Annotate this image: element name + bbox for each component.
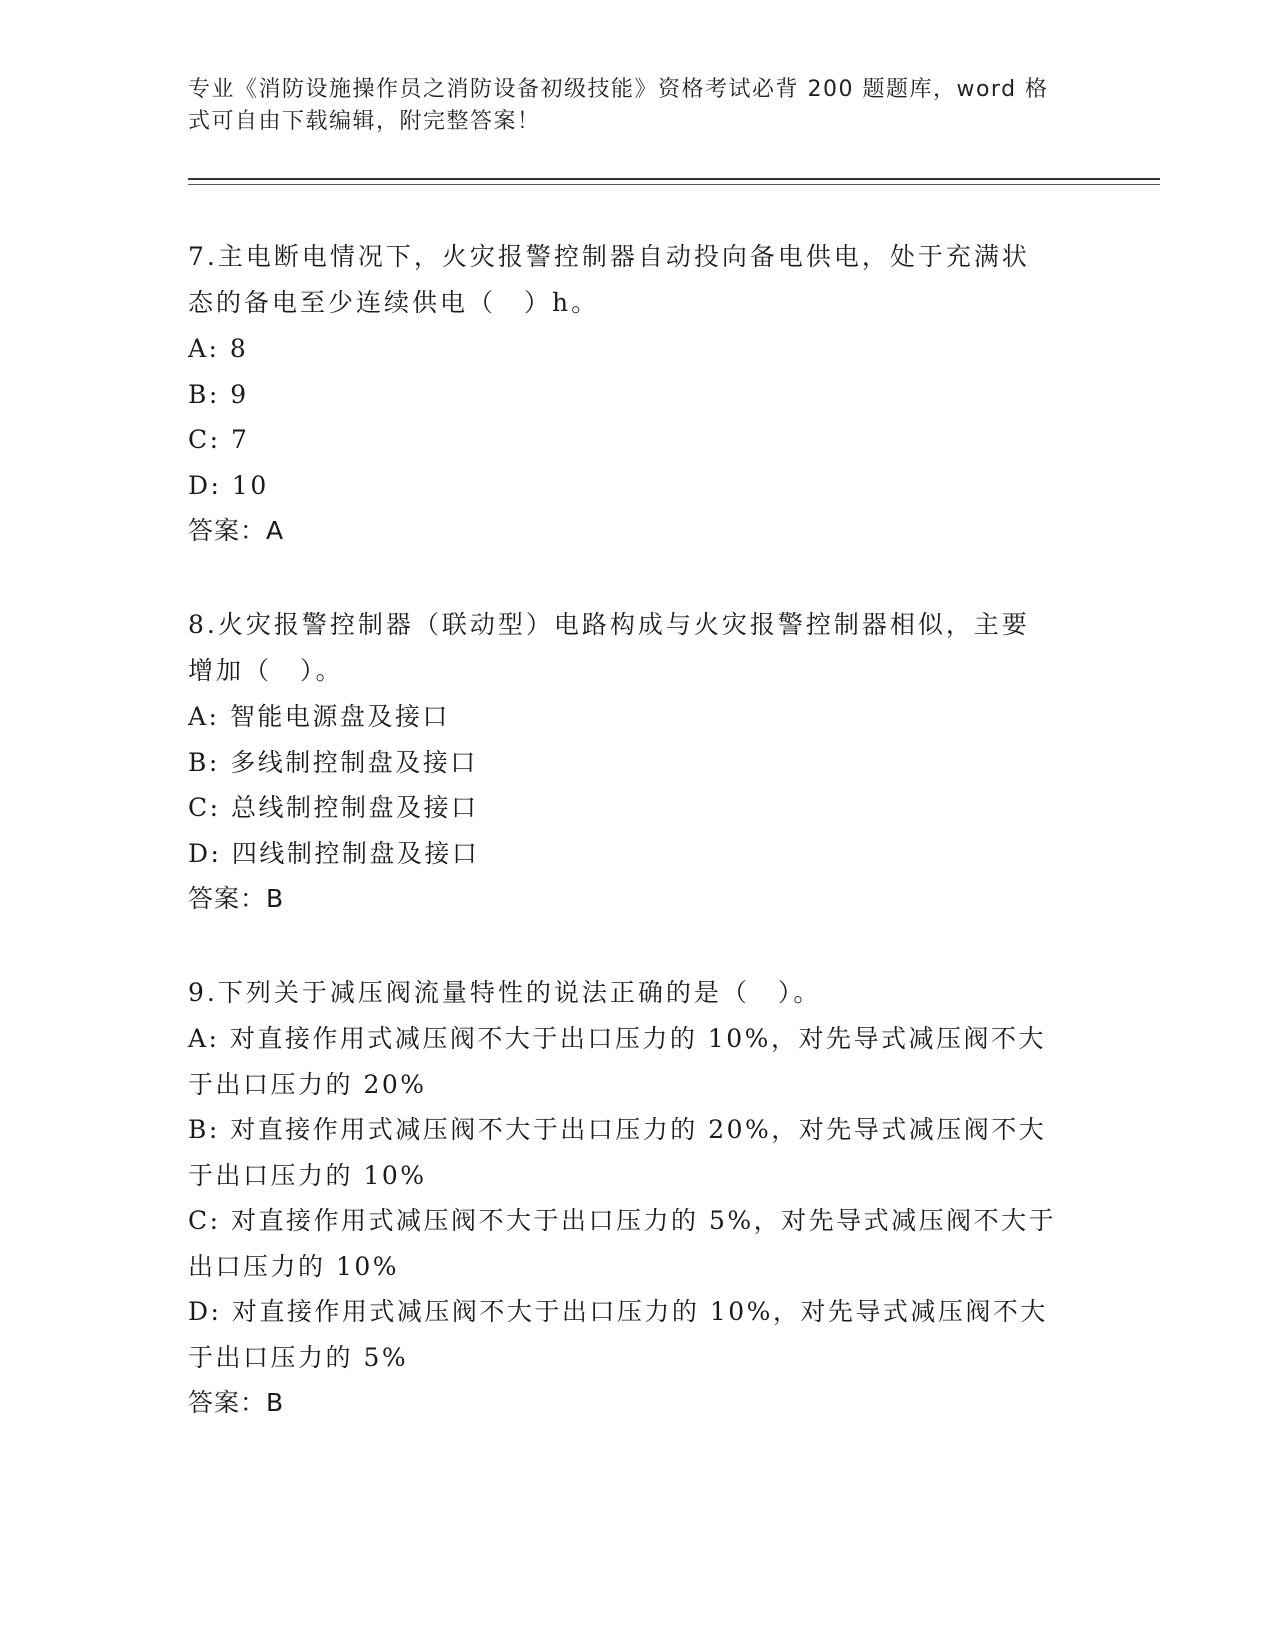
header-line-1: 专业《消防设施操作员之消防设备初级技能》资格考试必背 200 题题库，word 格 <box>188 77 1049 102</box>
option-d-line-1: D: 对直接作用式减压阀不大于出口压力的 10%，对先导式减压阀不大 <box>188 1297 1048 1326</box>
option-a-line-2: 于出口压力的 20% <box>188 1069 427 1099</box>
option-b-line-1: B: 对直接作用式减压阀不大于出口压力的 20%，对先导式减压阀不大 <box>188 1115 1047 1144</box>
option-c: C: 总线制控制盘及接口 <box>188 793 479 822</box>
header-divider-thin <box>188 184 1160 185</box>
question-stem-line-2: 态的备电至少连续供电（ ）h。 <box>188 288 600 317</box>
option-a: A: 智能电源盘及接口 <box>188 702 450 731</box>
option-b: B: 9 <box>188 379 249 409</box>
option-d: D: 四线制控制盘及接口 <box>188 838 480 868</box>
answer-line: 答案：A <box>188 516 285 545</box>
header-line-2: 式可自由下载编辑，附完整答案！ <box>188 109 541 134</box>
option-b: B: 多线制控制盘及接口 <box>188 747 478 777</box>
document-header <box>188 74 1068 138</box>
question-stem-line-1: 8.火灾报警控制器（联动型）电路构成与火灾报警控制器相似，主要 <box>188 610 1030 639</box>
header-divider-thick <box>188 178 1160 180</box>
option-d-line-2: 于出口压力的 5% <box>188 1342 409 1372</box>
option-a-line-1: A: 对直接作用式减压阀不大于出口压力的 10%，对先导式减压阀不大 <box>188 1024 1046 1053</box>
answer-line: 答案：B <box>188 1388 285 1417</box>
answer-line: 答案：B <box>188 884 285 913</box>
question-9 <box>188 970 1088 1426</box>
option-c-line-1: C: 对直接作用式减压阀不大于出口压力的 5%，对先导式减压阀不大于 <box>188 1206 1057 1235</box>
question-stem-line-1: 7.主电断电情况下，火灾报警控制器自动投向备电供电，处于充满状 <box>188 242 1030 271</box>
option-b-line-2: 于出口压力的 10% <box>188 1160 427 1190</box>
question-stem-line-2: 增加（ ）。 <box>188 656 344 685</box>
option-a: A: 8 <box>188 334 249 363</box>
option-d: D: 10 <box>188 470 269 500</box>
option-c-line-2: 出口压力的 10% <box>188 1251 400 1281</box>
question-8 <box>188 602 1088 922</box>
question-7 <box>188 234 1088 554</box>
option-c: C: 7 <box>188 425 250 454</box>
question-stem: 9.下列关于减压阀流量特性的说法正确的是（ ）。 <box>188 978 822 1007</box>
